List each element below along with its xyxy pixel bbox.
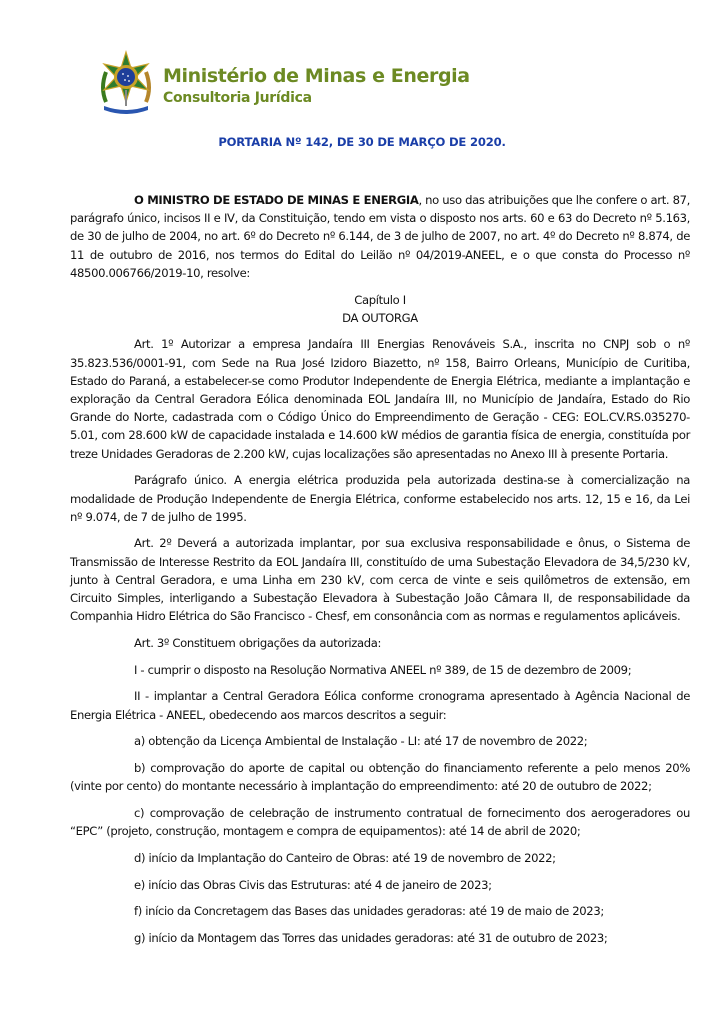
sole-paragraph: Parágrafo único. A energia elétrica produzida pela autorizada destina-se à comercialização na modalidade de Produção Independente de Energia Elétrica, conforme estabelecido nos arts. 12, 15 e 16, da Lei nº 9.074, de 7 de julho de 1995. bbox=[70, 473, 690, 524]
article-3: Art. 3º Constituem obrigações da autorizada: bbox=[134, 635, 382, 650]
preamble-paragraph bbox=[70, 191, 690, 282]
item-b: b) comprovação do aporte de capital ou obtenção do financiamento referente a pelo menos 20% (vinte por cento) do montante necessário à implantação do empreendimento: até 20 de outubro de 2022; bbox=[70, 760, 690, 794]
item-f: f) início da Concretagem das Bases das unidades geradoras: até 19 de maio de 2023; bbox=[134, 904, 604, 919]
chapter-name: DA OUTORGA bbox=[342, 310, 418, 325]
article-1: Art. 1º Autorizar a empresa Jandaíra III Energias Renováveis S.A., inscrita no CNPJ sob o nº 35.823.536/0001-91, com Sede na Rua José Izidoro Biazetto, nº 158, Bairro Orleans, Município de Curitiba, Estado do Paraná, a estabelecer-se como Produtor Independente de Energia Elétrica, mediante a implantação e exploração da Central Geradora Eólica denominada EOL Jandaíra III, no Município de Jandaíra, Estado do Rio Grande do Norte, cadastrada com o Código Único do Empreendimento de Geração - CEG: EOL.CV.RS.035270-5.01, com 28.600 kW de capacidade instalada e 14.600 kW médios de garantia física de energia, constituída por treze Unidades Geradoras de 2.200 kW, cujas localizações são apresentadas no Anexo III à presente Portaria. bbox=[70, 337, 690, 461]
ministry-name: Ministério de Minas e Energia bbox=[163, 65, 470, 87]
item-g: g) início da Montagem das Torres das unidades geradoras: até 31 de outubro de 2023; bbox=[134, 930, 608, 945]
brazil-coat-of-arms-icon bbox=[96, 50, 156, 116]
document-header bbox=[96, 50, 656, 120]
department-name: Consultoria Jurídica bbox=[163, 90, 312, 106]
document-title: PORTARIA Nº 142, DE 30 DE MARÇO DE 2020. bbox=[218, 135, 506, 149]
chapter-number: Capítulo I bbox=[354, 292, 406, 307]
item-e: e) início das Obras Civis das Estruturas: até 4 de janeiro de 2023; bbox=[134, 877, 492, 892]
document-body bbox=[70, 191, 690, 956]
article-2: Art. 2º Deverá a autorizada implantar, por sua exclusiva responsabilidade e ônus, o Sistema de Transmissão de Interesse Restrito da EOL Jandaíra III, constituído de uma Subestação Elevadora de 34,5/230 kV, junto à Central Geradora, e uma Linha em 230 kV, com cerca de vinte e seis quilômetros de extensão, em Circuito Simples, interligando a Subestação Elevadora à Subestação João Câmara II, de responsabilidade da Companhia Hidro Elétrica do São Francisco - Chesf, em consonância com as normas e regulamentos aplicáveis. bbox=[70, 536, 690, 624]
preamble-authority: O MINISTRO DE ESTADO DE MINAS E ENERGIA bbox=[134, 193, 419, 207]
clause-i: I - cumprir o disposto na Resolução Normativa ANEEL nº 389, de 15 de dezembro de 2009; bbox=[134, 662, 632, 677]
item-d: d) início da Implantação do Canteiro de Obras: até 19 de novembro de 2022; bbox=[134, 850, 556, 865]
item-c: c) comprovação de celebração de instrumento contratual de fornecimento dos aerogeradores ou “EPC” (projeto, construção, montagem e compra de equipamentos): até 14 de abril de 2020; bbox=[70, 805, 690, 839]
preamble-text: , no uso das atribuições que lhe confere o art. 87, parágrafo único, incisos II e IV, da Constituição, tendo em vista o disposto nos arts. 60 e 63 do Decreto nº 5.163, de 30 de julho de 2004, no art. 6º do Decreto nº 6.144, de 3 de julho de 2007, no art. 4º do Decreto nº 8.874, de 11 de outubro de 2016, nos termos do Edital do Leilão nº 04/2019-ANEEL, e o que consta do Processo nº 48500.006766/2019-10, resolve: bbox=[70, 193, 690, 280]
clause-ii: II - implantar a Central Geradora Eólica conforme cronograma apresentado à Agência Nacional de Energia Elétrica - ANEEL, obedecendo aos marcos descritos a seguir: bbox=[70, 689, 690, 722]
item-a: a) obtenção da Licença Ambiental de Instalação - LI: até 17 de novembro de 2022; bbox=[134, 734, 588, 749]
